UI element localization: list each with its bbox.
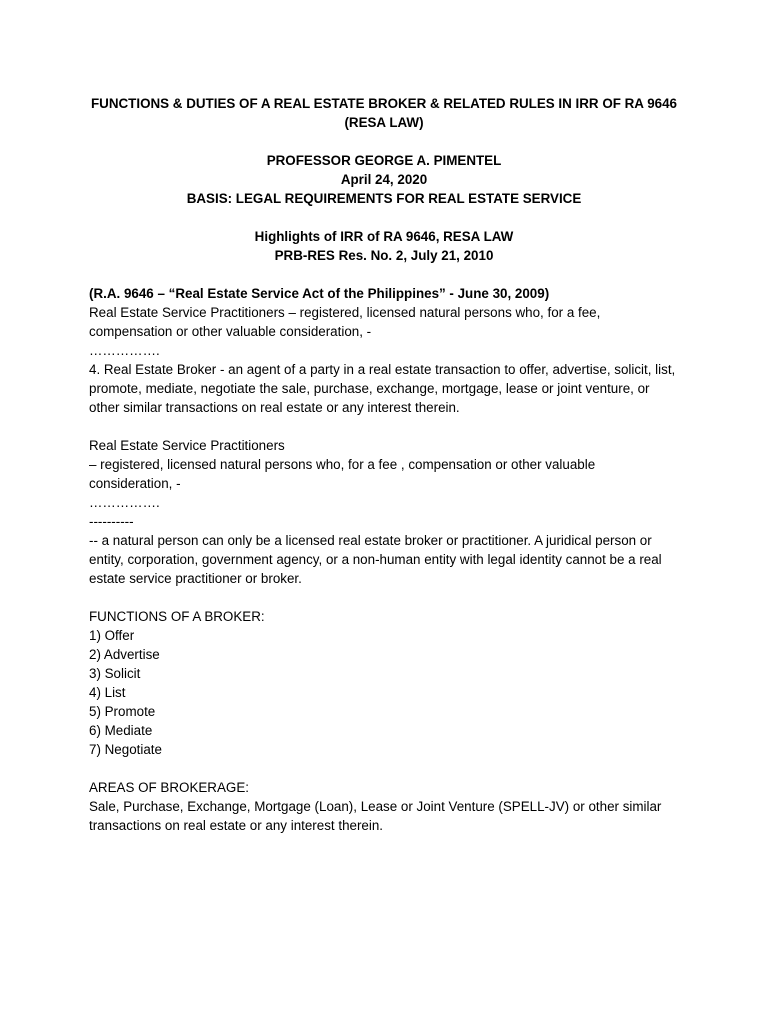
spacer <box>89 132 679 151</box>
date-line: April 24, 2020 <box>340 172 428 187</box>
dash-separator: ---------- <box>89 514 134 529</box>
rsp-detail: – registered, licensed natural persons who, for a fee , compensation or other valuable consideration, - <box>89 457 596 491</box>
areas-text: Sale, Purchase, Exchange, Mortgage (Loan), Lease or Joint Venture (SPELL-JV) or other similar transactions on real estate or any interest therein. <box>89 799 662 833</box>
list-item: 2) Advertise <box>89 647 160 662</box>
rsp-heading: Real Estate Service Practitioners <box>89 438 285 453</box>
spacer <box>89 759 679 778</box>
natural-person-note: -- a natural person can only be a licensed real estate broker or practitioner. A juridical person or entity, corporation, government agency, or a non-human entity with legal identity cannot be a real estate service practitioner or broker. <box>89 533 662 586</box>
rsp-definition: Real Estate Service Practitioners – registered, licensed natural persons who, for a fee, compensation or other valuable consideration, - <box>89 305 601 339</box>
functions-heading: FUNCTIONS OF A BROKER: <box>89 609 265 624</box>
list-item: 5) Promote <box>89 704 156 719</box>
areas-heading: AREAS OF BROKERAGE: <box>89 780 249 795</box>
list-item: 3) Solicit <box>89 666 141 681</box>
spacer <box>89 588 679 607</box>
spacer <box>89 417 679 436</box>
act-heading: (R.A. 9646 – “Real Estate Service Act of the Philippines” - June 30, 2009) <box>89 286 550 301</box>
ellipsis-line: ……………. <box>89 343 160 358</box>
document-title: FUNCTIONS & DUTIES OF A REAL ESTATE BROKER & RELATED RULES IN IRR OF RA 9646 (RESA LAW) <box>90 96 677 130</box>
document-page <box>89 94 679 835</box>
functions-list <box>89 626 679 759</box>
ellipsis-line: ……………. <box>89 495 160 510</box>
list-item: 6) Mediate <box>89 723 153 738</box>
author-line: PROFESSOR GEORGE A. PIMENTEL <box>266 153 502 168</box>
highlights-title: Highlights of IRR of RA 9646, RESA LAW <box>254 229 514 244</box>
broker-definition: 4. Real Estate Broker - an agent of a party in a real estate transaction to offer, advertise, solicit, list, promote, mediate, negotiate the sale, purchase, exchange, mortgage, lease or joint venture, or other similar transactions on real estate or any interest therein. <box>89 362 676 415</box>
list-item: 7) Negotiate <box>89 742 162 757</box>
basis-line: BASIS: LEGAL REQUIREMENTS FOR REAL ESTATE SERVICE <box>186 191 582 206</box>
spacer <box>89 265 679 284</box>
resolution-line: PRB-RES Res. No. 2, July 21, 2010 <box>274 248 494 263</box>
spacer <box>89 208 679 227</box>
list-item: 1) Offer <box>89 628 135 643</box>
list-item: 4) List <box>89 685 126 700</box>
